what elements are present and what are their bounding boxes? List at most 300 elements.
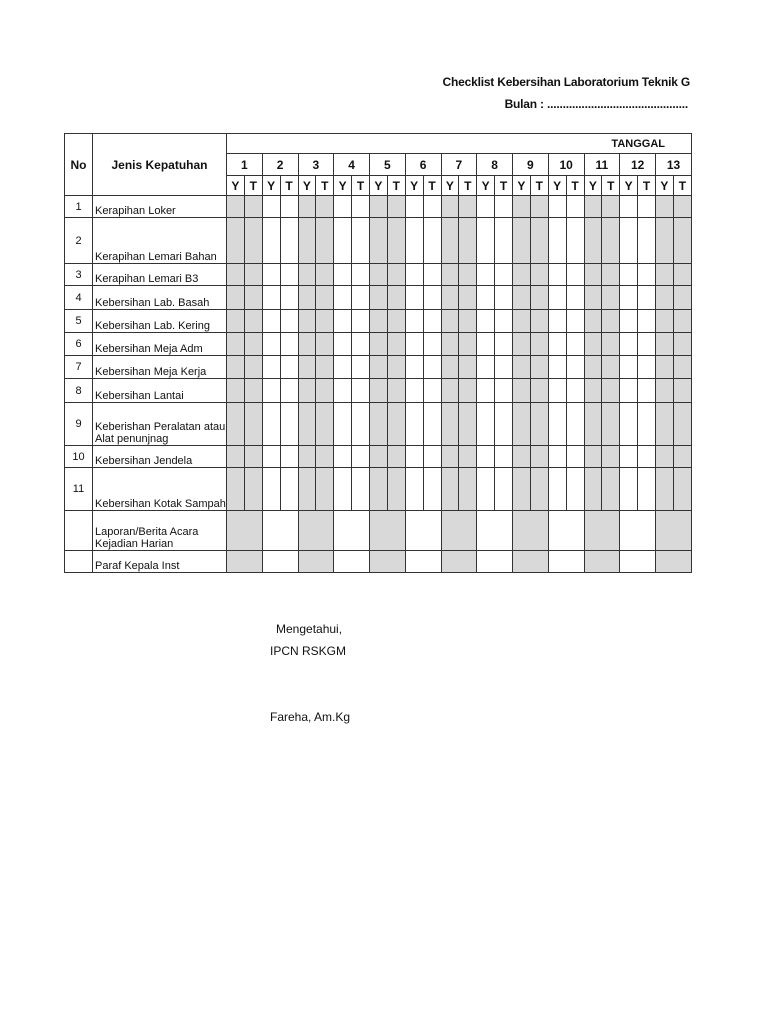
check-cell[interactable] bbox=[513, 356, 531, 379]
check-cell[interactable] bbox=[370, 286, 388, 310]
check-cell[interactable] bbox=[387, 379, 405, 403]
check-cell[interactable] bbox=[513, 333, 531, 356]
check-cell[interactable] bbox=[298, 218, 316, 264]
day-cell[interactable] bbox=[298, 511, 334, 551]
check-cell[interactable] bbox=[495, 446, 513, 468]
check-cell[interactable] bbox=[441, 310, 459, 333]
check-cell[interactable] bbox=[298, 264, 316, 286]
check-cell[interactable] bbox=[548, 403, 566, 446]
check-cell[interactable] bbox=[477, 468, 495, 511]
check-cell[interactable] bbox=[530, 403, 548, 446]
check-cell[interactable] bbox=[298, 468, 316, 511]
check-cell[interactable] bbox=[566, 286, 584, 310]
check-cell[interactable] bbox=[548, 264, 566, 286]
check-cell[interactable] bbox=[334, 218, 352, 264]
check-cell[interactable] bbox=[262, 264, 280, 286]
check-cell[interactable] bbox=[584, 333, 602, 356]
check-cell[interactable] bbox=[513, 468, 531, 511]
check-cell[interactable] bbox=[638, 468, 656, 511]
check-cell[interactable] bbox=[227, 333, 245, 356]
check-cell[interactable] bbox=[262, 468, 280, 511]
check-cell[interactable] bbox=[352, 403, 370, 446]
check-cell[interactable] bbox=[423, 310, 441, 333]
check-cell[interactable] bbox=[334, 264, 352, 286]
check-cell[interactable] bbox=[370, 310, 388, 333]
check-cell[interactable] bbox=[638, 196, 656, 218]
check-cell[interactable] bbox=[244, 310, 262, 333]
check-cell[interactable] bbox=[316, 379, 334, 403]
check-cell[interactable] bbox=[513, 379, 531, 403]
check-cell[interactable] bbox=[638, 333, 656, 356]
check-cell[interactable] bbox=[423, 333, 441, 356]
day-cell[interactable] bbox=[513, 511, 549, 551]
check-cell[interactable] bbox=[620, 310, 638, 333]
check-cell[interactable] bbox=[459, 286, 477, 310]
check-cell[interactable] bbox=[244, 196, 262, 218]
check-cell[interactable] bbox=[513, 264, 531, 286]
check-cell[interactable] bbox=[352, 218, 370, 264]
check-cell[interactable] bbox=[620, 379, 638, 403]
check-cell[interactable] bbox=[280, 446, 298, 468]
check-cell[interactable] bbox=[280, 468, 298, 511]
check-cell[interactable] bbox=[673, 264, 691, 286]
check-cell[interactable] bbox=[352, 468, 370, 511]
check-cell[interactable] bbox=[495, 403, 513, 446]
check-cell[interactable] bbox=[477, 286, 495, 310]
check-cell[interactable] bbox=[387, 468, 405, 511]
check-cell[interactable] bbox=[513, 196, 531, 218]
check-cell[interactable] bbox=[298, 446, 316, 468]
check-cell[interactable] bbox=[227, 264, 245, 286]
check-cell[interactable] bbox=[459, 403, 477, 446]
check-cell[interactable] bbox=[477, 310, 495, 333]
check-cell[interactable] bbox=[405, 403, 423, 446]
check-cell[interactable] bbox=[673, 218, 691, 264]
check-cell[interactable] bbox=[459, 310, 477, 333]
check-cell[interactable] bbox=[638, 286, 656, 310]
check-cell[interactable] bbox=[477, 264, 495, 286]
check-cell[interactable] bbox=[548, 356, 566, 379]
check-cell[interactable] bbox=[262, 196, 280, 218]
check-cell[interactable] bbox=[602, 310, 620, 333]
check-cell[interactable] bbox=[548, 286, 566, 310]
check-cell[interactable] bbox=[638, 356, 656, 379]
check-cell[interactable] bbox=[566, 310, 584, 333]
check-cell[interactable] bbox=[262, 446, 280, 468]
check-cell[interactable] bbox=[441, 356, 459, 379]
check-cell[interactable] bbox=[584, 310, 602, 333]
check-cell[interactable] bbox=[656, 403, 674, 446]
check-cell[interactable] bbox=[334, 196, 352, 218]
check-cell[interactable] bbox=[584, 356, 602, 379]
check-cell[interactable] bbox=[495, 196, 513, 218]
day-cell[interactable] bbox=[262, 511, 298, 551]
check-cell[interactable] bbox=[405, 356, 423, 379]
check-cell[interactable] bbox=[405, 333, 423, 356]
check-cell[interactable] bbox=[459, 333, 477, 356]
check-cell[interactable] bbox=[584, 196, 602, 218]
check-cell[interactable] bbox=[584, 446, 602, 468]
check-cell[interactable] bbox=[584, 218, 602, 264]
check-cell[interactable] bbox=[459, 356, 477, 379]
check-cell[interactable] bbox=[423, 196, 441, 218]
check-cell[interactable] bbox=[352, 446, 370, 468]
check-cell[interactable] bbox=[262, 379, 280, 403]
check-cell[interactable] bbox=[387, 333, 405, 356]
check-cell[interactable] bbox=[280, 333, 298, 356]
day-cell[interactable] bbox=[334, 511, 370, 551]
check-cell[interactable] bbox=[316, 196, 334, 218]
check-cell[interactable] bbox=[423, 446, 441, 468]
check-cell[interactable] bbox=[352, 286, 370, 310]
check-cell[interactable] bbox=[441, 286, 459, 310]
check-cell[interactable] bbox=[405, 196, 423, 218]
check-cell[interactable] bbox=[298, 356, 316, 379]
check-cell[interactable] bbox=[262, 356, 280, 379]
check-cell[interactable] bbox=[244, 379, 262, 403]
check-cell[interactable] bbox=[280, 286, 298, 310]
check-cell[interactable] bbox=[620, 356, 638, 379]
day-cell[interactable] bbox=[656, 511, 692, 551]
day-cell[interactable] bbox=[441, 511, 477, 551]
check-cell[interactable] bbox=[316, 333, 334, 356]
check-cell[interactable] bbox=[566, 403, 584, 446]
check-cell[interactable] bbox=[227, 356, 245, 379]
check-cell[interactable] bbox=[387, 264, 405, 286]
check-cell[interactable] bbox=[602, 264, 620, 286]
check-cell[interactable] bbox=[244, 333, 262, 356]
check-cell[interactable] bbox=[477, 403, 495, 446]
check-cell[interactable] bbox=[548, 310, 566, 333]
check-cell[interactable] bbox=[423, 379, 441, 403]
check-cell[interactable] bbox=[244, 356, 262, 379]
check-cell[interactable] bbox=[513, 218, 531, 264]
check-cell[interactable] bbox=[298, 333, 316, 356]
check-cell[interactable] bbox=[334, 356, 352, 379]
check-cell[interactable] bbox=[477, 196, 495, 218]
day-cell[interactable] bbox=[513, 551, 549, 573]
check-cell[interactable] bbox=[673, 446, 691, 468]
check-cell[interactable] bbox=[387, 286, 405, 310]
check-cell[interactable] bbox=[638, 379, 656, 403]
check-cell[interactable] bbox=[370, 264, 388, 286]
check-cell[interactable] bbox=[584, 286, 602, 310]
check-cell[interactable] bbox=[441, 196, 459, 218]
check-cell[interactable] bbox=[459, 218, 477, 264]
check-cell[interactable] bbox=[495, 333, 513, 356]
check-cell[interactable] bbox=[423, 403, 441, 446]
check-cell[interactable] bbox=[548, 468, 566, 511]
day-cell[interactable] bbox=[584, 511, 620, 551]
check-cell[interactable] bbox=[370, 403, 388, 446]
check-cell[interactable] bbox=[298, 310, 316, 333]
check-cell[interactable] bbox=[405, 218, 423, 264]
check-cell[interactable] bbox=[477, 446, 495, 468]
day-cell[interactable] bbox=[334, 551, 370, 573]
check-cell[interactable] bbox=[548, 196, 566, 218]
check-cell[interactable] bbox=[387, 218, 405, 264]
check-cell[interactable] bbox=[298, 379, 316, 403]
check-cell[interactable] bbox=[298, 286, 316, 310]
check-cell[interactable] bbox=[316, 356, 334, 379]
check-cell[interactable] bbox=[477, 333, 495, 356]
check-cell[interactable] bbox=[244, 446, 262, 468]
check-cell[interactable] bbox=[334, 379, 352, 403]
check-cell[interactable] bbox=[673, 403, 691, 446]
check-cell[interactable] bbox=[513, 446, 531, 468]
check-cell[interactable] bbox=[387, 403, 405, 446]
check-cell[interactable] bbox=[566, 356, 584, 379]
check-cell[interactable] bbox=[620, 333, 638, 356]
check-cell[interactable] bbox=[334, 403, 352, 446]
check-cell[interactable] bbox=[334, 310, 352, 333]
check-cell[interactable] bbox=[441, 468, 459, 511]
check-cell[interactable] bbox=[602, 468, 620, 511]
check-cell[interactable] bbox=[548, 333, 566, 356]
check-cell[interactable] bbox=[495, 356, 513, 379]
check-cell[interactable] bbox=[441, 446, 459, 468]
check-cell[interactable] bbox=[280, 356, 298, 379]
check-cell[interactable] bbox=[423, 356, 441, 379]
check-cell[interactable] bbox=[405, 446, 423, 468]
check-cell[interactable] bbox=[423, 286, 441, 310]
check-cell[interactable] bbox=[495, 218, 513, 264]
check-cell[interactable] bbox=[656, 286, 674, 310]
check-cell[interactable] bbox=[370, 379, 388, 403]
check-cell[interactable] bbox=[244, 264, 262, 286]
check-cell[interactable] bbox=[638, 310, 656, 333]
check-cell[interactable] bbox=[370, 446, 388, 468]
day-cell[interactable] bbox=[441, 551, 477, 573]
check-cell[interactable] bbox=[316, 468, 334, 511]
day-cell[interactable] bbox=[227, 551, 263, 573]
check-cell[interactable] bbox=[477, 379, 495, 403]
check-cell[interactable] bbox=[441, 403, 459, 446]
check-cell[interactable] bbox=[566, 264, 584, 286]
check-cell[interactable] bbox=[656, 379, 674, 403]
check-cell[interactable] bbox=[459, 264, 477, 286]
check-cell[interactable] bbox=[387, 446, 405, 468]
check-cell[interactable] bbox=[620, 218, 638, 264]
check-cell[interactable] bbox=[656, 310, 674, 333]
check-cell[interactable] bbox=[620, 264, 638, 286]
check-cell[interactable] bbox=[280, 310, 298, 333]
check-cell[interactable] bbox=[584, 403, 602, 446]
check-cell[interactable] bbox=[387, 310, 405, 333]
check-cell[interactable] bbox=[262, 403, 280, 446]
check-cell[interactable] bbox=[334, 468, 352, 511]
check-cell[interactable] bbox=[566, 379, 584, 403]
day-cell[interactable] bbox=[477, 551, 513, 573]
check-cell[interactable] bbox=[459, 379, 477, 403]
check-cell[interactable] bbox=[620, 403, 638, 446]
check-cell[interactable] bbox=[673, 310, 691, 333]
day-cell[interactable] bbox=[656, 551, 692, 573]
check-cell[interactable] bbox=[316, 286, 334, 310]
check-cell[interactable] bbox=[530, 310, 548, 333]
day-cell[interactable] bbox=[584, 551, 620, 573]
day-cell[interactable] bbox=[298, 551, 334, 573]
check-cell[interactable] bbox=[352, 196, 370, 218]
check-cell[interactable] bbox=[656, 468, 674, 511]
check-cell[interactable] bbox=[673, 468, 691, 511]
check-cell[interactable] bbox=[566, 196, 584, 218]
check-cell[interactable] bbox=[548, 218, 566, 264]
check-cell[interactable] bbox=[244, 286, 262, 310]
check-cell[interactable] bbox=[638, 218, 656, 264]
day-cell[interactable] bbox=[405, 551, 441, 573]
day-cell[interactable] bbox=[620, 551, 656, 573]
check-cell[interactable] bbox=[423, 218, 441, 264]
check-cell[interactable] bbox=[602, 379, 620, 403]
check-cell[interactable] bbox=[352, 379, 370, 403]
check-cell[interactable] bbox=[495, 286, 513, 310]
check-cell[interactable] bbox=[477, 356, 495, 379]
check-cell[interactable] bbox=[316, 403, 334, 446]
check-cell[interactable] bbox=[244, 403, 262, 446]
day-cell[interactable] bbox=[262, 551, 298, 573]
check-cell[interactable] bbox=[638, 264, 656, 286]
check-cell[interactable] bbox=[602, 218, 620, 264]
check-cell[interactable] bbox=[262, 333, 280, 356]
check-cell[interactable] bbox=[227, 196, 245, 218]
check-cell[interactable] bbox=[227, 468, 245, 511]
check-cell[interactable] bbox=[530, 356, 548, 379]
check-cell[interactable] bbox=[638, 403, 656, 446]
check-cell[interactable] bbox=[352, 264, 370, 286]
day-cell[interactable] bbox=[548, 551, 584, 573]
check-cell[interactable] bbox=[548, 379, 566, 403]
check-cell[interactable] bbox=[387, 196, 405, 218]
check-cell[interactable] bbox=[656, 333, 674, 356]
check-cell[interactable] bbox=[673, 379, 691, 403]
check-cell[interactable] bbox=[441, 264, 459, 286]
check-cell[interactable] bbox=[423, 264, 441, 286]
check-cell[interactable] bbox=[495, 468, 513, 511]
check-cell[interactable] bbox=[620, 286, 638, 310]
check-cell[interactable] bbox=[477, 218, 495, 264]
check-cell[interactable] bbox=[602, 446, 620, 468]
check-cell[interactable] bbox=[227, 218, 245, 264]
check-cell[interactable] bbox=[602, 356, 620, 379]
check-cell[interactable] bbox=[620, 196, 638, 218]
check-cell[interactable] bbox=[656, 218, 674, 264]
check-cell[interactable] bbox=[405, 468, 423, 511]
check-cell[interactable] bbox=[316, 446, 334, 468]
check-cell[interactable] bbox=[405, 286, 423, 310]
check-cell[interactable] bbox=[495, 264, 513, 286]
check-cell[interactable] bbox=[530, 379, 548, 403]
check-cell[interactable] bbox=[495, 310, 513, 333]
check-cell[interactable] bbox=[548, 446, 566, 468]
check-cell[interactable] bbox=[530, 218, 548, 264]
check-cell[interactable] bbox=[352, 356, 370, 379]
check-cell[interactable] bbox=[370, 218, 388, 264]
check-cell[interactable] bbox=[566, 218, 584, 264]
check-cell[interactable] bbox=[530, 446, 548, 468]
check-cell[interactable] bbox=[673, 333, 691, 356]
check-cell[interactable] bbox=[673, 286, 691, 310]
check-cell[interactable] bbox=[316, 264, 334, 286]
check-cell[interactable] bbox=[584, 264, 602, 286]
check-cell[interactable] bbox=[602, 196, 620, 218]
check-cell[interactable] bbox=[298, 196, 316, 218]
check-cell[interactable] bbox=[244, 468, 262, 511]
check-cell[interactable] bbox=[566, 468, 584, 511]
check-cell[interactable] bbox=[566, 446, 584, 468]
check-cell[interactable] bbox=[530, 286, 548, 310]
check-cell[interactable] bbox=[334, 286, 352, 310]
day-cell[interactable] bbox=[227, 511, 263, 551]
check-cell[interactable] bbox=[513, 310, 531, 333]
check-cell[interactable] bbox=[441, 333, 459, 356]
check-cell[interactable] bbox=[262, 218, 280, 264]
check-cell[interactable] bbox=[602, 403, 620, 446]
check-cell[interactable] bbox=[566, 333, 584, 356]
check-cell[interactable] bbox=[244, 218, 262, 264]
check-cell[interactable] bbox=[656, 356, 674, 379]
check-cell[interactable] bbox=[441, 379, 459, 403]
check-cell[interactable] bbox=[602, 333, 620, 356]
check-cell[interactable] bbox=[459, 196, 477, 218]
check-cell[interactable] bbox=[280, 379, 298, 403]
check-cell[interactable] bbox=[530, 196, 548, 218]
check-cell[interactable] bbox=[405, 310, 423, 333]
check-cell[interactable] bbox=[584, 468, 602, 511]
day-cell[interactable] bbox=[477, 511, 513, 551]
check-cell[interactable] bbox=[602, 286, 620, 310]
check-cell[interactable] bbox=[316, 310, 334, 333]
check-cell[interactable] bbox=[227, 379, 245, 403]
day-cell[interactable] bbox=[548, 511, 584, 551]
check-cell[interactable] bbox=[459, 446, 477, 468]
check-cell[interactable] bbox=[656, 446, 674, 468]
check-cell[interactable] bbox=[352, 310, 370, 333]
check-cell[interactable] bbox=[620, 446, 638, 468]
check-cell[interactable] bbox=[513, 286, 531, 310]
day-cell[interactable] bbox=[370, 551, 406, 573]
check-cell[interactable] bbox=[387, 356, 405, 379]
check-cell[interactable] bbox=[262, 310, 280, 333]
day-cell[interactable] bbox=[620, 511, 656, 551]
check-cell[interactable] bbox=[638, 446, 656, 468]
check-cell[interactable] bbox=[530, 333, 548, 356]
day-cell[interactable] bbox=[370, 511, 406, 551]
check-cell[interactable] bbox=[495, 379, 513, 403]
check-cell[interactable] bbox=[656, 264, 674, 286]
check-cell[interactable] bbox=[370, 196, 388, 218]
check-cell[interactable] bbox=[227, 286, 245, 310]
check-cell[interactable] bbox=[370, 356, 388, 379]
check-cell[interactable] bbox=[370, 468, 388, 511]
check-cell[interactable] bbox=[530, 468, 548, 511]
check-cell[interactable] bbox=[673, 356, 691, 379]
check-cell[interactable] bbox=[620, 468, 638, 511]
check-cell[interactable] bbox=[316, 218, 334, 264]
check-cell[interactable] bbox=[227, 403, 245, 446]
check-cell[interactable] bbox=[530, 264, 548, 286]
check-cell[interactable] bbox=[405, 379, 423, 403]
check-cell[interactable] bbox=[673, 196, 691, 218]
check-cell[interactable] bbox=[513, 403, 531, 446]
check-cell[interactable] bbox=[280, 264, 298, 286]
check-cell[interactable] bbox=[405, 264, 423, 286]
check-cell[interactable] bbox=[227, 310, 245, 333]
check-cell[interactable] bbox=[423, 468, 441, 511]
check-cell[interactable] bbox=[262, 286, 280, 310]
check-cell[interactable] bbox=[334, 446, 352, 468]
check-cell[interactable] bbox=[441, 218, 459, 264]
